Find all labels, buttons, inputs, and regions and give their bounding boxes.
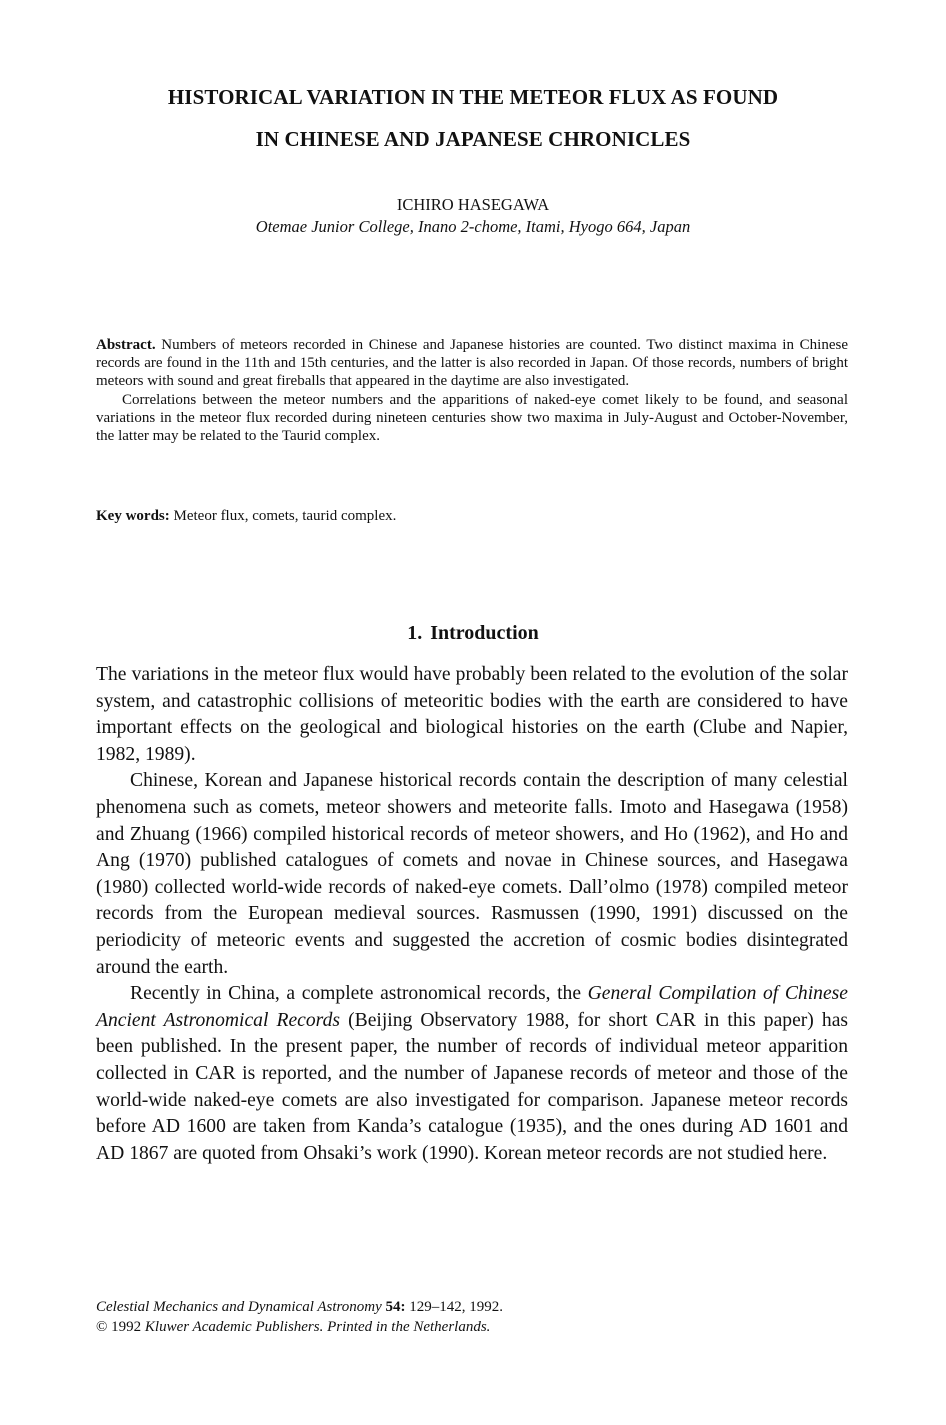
car-title-italic: General Compilation of Chinese Ancient Astronomical Records: [96, 983, 848, 1031]
body-text: [96, 662, 848, 1167]
title-line-1: HISTORICAL VARIATION IN THE METEOR FLUX AS FOUND: [167, 85, 779, 109]
body-paragraph-3: [96, 981, 848, 1167]
body-p3-rest: (Beijing Observatory 1988, for short CAR in this paper) has been published. In the present paper, the number of records of individual meteor apparition collected in CAR is reported, and the number of Japanese records of meteor and those of the world-wide naked-eye comets are also investigated for comparison. Japanese meteor records before AD 1600 are taken from Kanda’s catalogue (1935), and the ones during AD 1601 and AD 1867 are quoted from Ohsaki’s work (1990). Korean meteor records are not studied here.: [96, 1009, 849, 1164]
copyright-line: [96, 1317, 848, 1337]
abstract-paragraph-1: [96, 336, 848, 391]
journal-pages: 129–142, 1992.: [409, 1299, 504, 1315]
abstract: [96, 336, 848, 445]
journal-volume: 54:: [385, 1299, 406, 1315]
keywords-label: Key words:: [96, 508, 170, 524]
body-paragraph-2: Chinese, Korean and Japanese historical records contain the description of many celestial phenomena such as comets, meteor showers and meteorite falls. Imoto and Hasegawa (1958) and Zhuang (1966) compiled historical records of meteor showers, and Ho (1962), and Ho and Ang (1970) published catalogues of comets and novae in Chinese sources, and Hasegawa (1980) collected world-wide records of naked-eye comets. Dall’olmo (1978) compiled meteor records from the European medieval sources. Rasmussen (1990, 1991) discussed on the periodicity of meteoric events and suggested the accretion of cosmic bodies disintegrated around the earth.: [96, 770, 848, 978]
copyright: © 1992: [96, 1319, 142, 1335]
author-name: ICHIRO HASEGAWA: [396, 195, 550, 214]
title-line-2: IN CHINESE AND JAPANESE CHRONICLES: [255, 127, 691, 151]
abstract-text-1: Numbers of meteors recorded in Chinese and Japanese histories are counted. Two distinct maxima in Chinese records are found in the 11th and 15th centuries, and the latter is also recorded in Japan. Of those records, numbers of bright meteors with sound and great fireballs that appeared in the daytime are also investigated.: [96, 337, 848, 390]
abstract-label: Abstract.: [96, 337, 156, 353]
abstract-paragraph-2: Correlations between the meteor numbers and the apparitions of naked-eye comet likely to be found, and seasonal variations in the meteor flux recorded during nineteen centuries show two maxima in July-August and October-November, the latter may be related to the Taurid complex.: [96, 391, 848, 445]
keywords-text: Meteor flux, comets, taurid complex.: [173, 508, 397, 524]
paper-title: [60, 76, 886, 160]
section-title: Introduction: [430, 622, 539, 644]
journal-line: [96, 1297, 848, 1317]
body-p3-start: Recently in China, a complete astronomical records, the: [130, 983, 582, 1005]
keywords: [96, 507, 848, 525]
section-number: 1.: [407, 622, 423, 644]
journal-name: Celestial Mechanics and Dynamical Astronomy: [96, 1299, 382, 1315]
author-affiliation: Otemae Junior College, Inano 2-chome, Itami, Hyogo 664, Japan: [255, 217, 691, 236]
publisher: Kluwer Academic Publishers. Printed in the Netherlands.: [144, 1319, 491, 1335]
citation-footer: [96, 1297, 848, 1337]
section-heading: [60, 620, 886, 646]
body-paragraph-1: The variations in the meteor flux would have probably been related to the evolution of the solar system, and catastrophic collisions of meteoritic bodies with the earth are considered to have important effects on the geological and biological histories on the earth (Clube and Napier, 1982, 1989).: [96, 664, 848, 765]
